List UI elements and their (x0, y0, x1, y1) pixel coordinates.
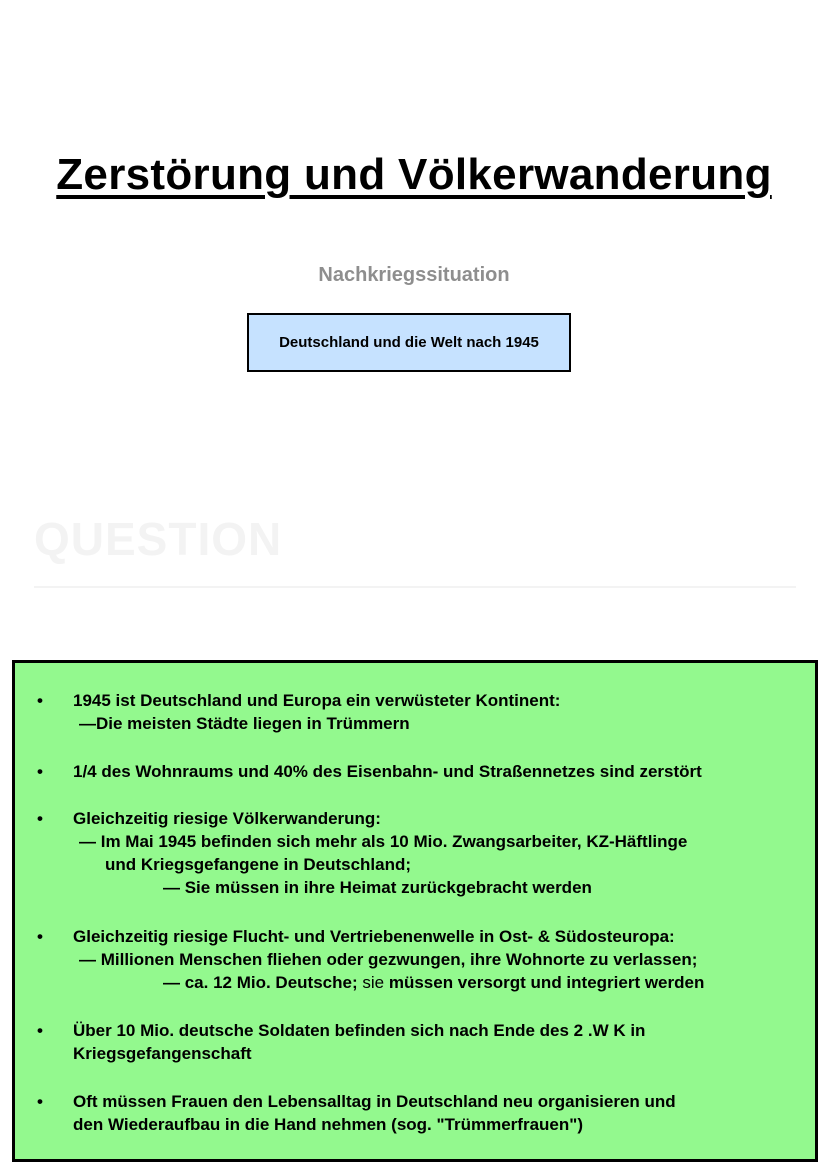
point-subtext: — Im Mai 1945 befinden sich mehr als 10 Mio. Zwangsarbeiter, KZ-Häftlinge (79, 832, 688, 851)
list-item (15, 689, 815, 735)
page-title: Zerstörung und Völkerwanderung (56, 150, 772, 199)
point-text: Über 10 Mio. deutsche Soldaten befinden sich nach Ende des 2 .W K in (73, 1021, 646, 1040)
point-subtext-a: — ca. 12 Mio. Deutsche; (163, 973, 358, 992)
bullet-icon: • (37, 691, 43, 710)
topic-box (247, 313, 571, 372)
point-subtext: und Kriegsgefangene in Deutschland; (105, 855, 412, 874)
point-subtext (15, 971, 815, 994)
list-item (15, 1090, 815, 1136)
point-subtext-c: müssen versorgt und integriert werden (388, 973, 705, 992)
point-subtext-b: sie (362, 973, 385, 992)
bullet-icon: • (37, 1092, 43, 1111)
subtitle: Nachkriegssituation (318, 264, 510, 286)
point-text: Gleichzeitig riesige Völkerwanderung: (73, 809, 381, 828)
list-item (15, 760, 815, 783)
point-subtext: — Sie müssen in ihre Heimat zurückgebracht werden (163, 878, 592, 897)
point-text: 1945 ist Deutschland und Europa ein verwüsteter Kontinent: (73, 691, 561, 710)
watermark: QUESTION (34, 513, 283, 565)
summary-box (12, 660, 818, 1162)
list-item (15, 925, 815, 994)
bullet-icon: • (37, 1021, 43, 1040)
point-subtext: —Die meisten Städte liegen in Trümmern (79, 714, 410, 733)
point-text: 1/4 des Wohnraums und 40% des Eisenbahn- und Straßennetzes sind zerstört (73, 762, 702, 781)
topic-label: Deutschland und die Welt nach 1945 (279, 334, 539, 351)
point-text-cont: Kriegsgefangenschaft (73, 1044, 252, 1063)
point-text: Oft müssen Frauen den Lebensalltag in Deutschland neu organisieren und (73, 1092, 676, 1111)
list-item (15, 1019, 815, 1065)
point-subtext: — Millionen Menschen fliehen oder gezwungen, ihre Wohnorte zu verlassen; (79, 950, 698, 969)
bullet-icon: • (37, 927, 43, 946)
bullet-icon: • (37, 762, 43, 781)
bullet-icon: • (37, 809, 43, 828)
point-text-cont: den Wiederaufbau in die Hand nehmen (sog. "Trümmerfrauen") (73, 1115, 583, 1134)
point-text: Gleichzeitig riesige Flucht- und Vertriebenenwelle in Ost- & Südosteuropa: (73, 927, 675, 946)
list-item (15, 807, 815, 899)
divider (34, 586, 796, 588)
